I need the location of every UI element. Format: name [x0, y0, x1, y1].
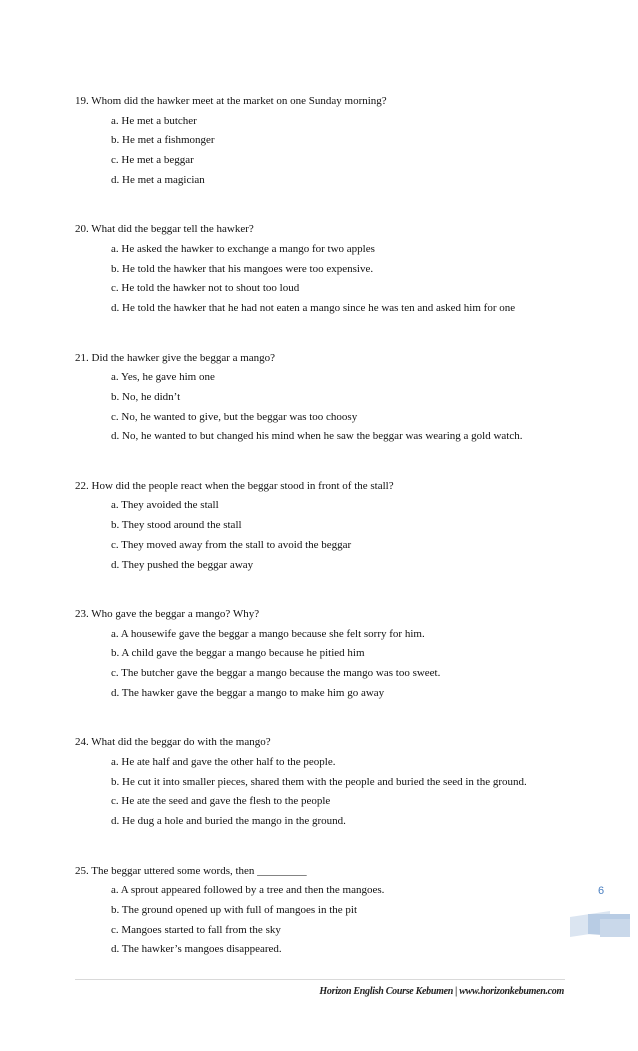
answer-option: a. They avoided the stall: [111, 499, 219, 512]
answer-option: d. He met a magician: [111, 173, 205, 186]
answer-option: b. No, he didn’t: [111, 390, 181, 403]
answer-option: c. Mangoes started to fall from the sky: [111, 923, 281, 936]
question-text: 24. What did the beggar do with the mango?: [75, 736, 271, 749]
answer-option: c. They moved away from the stall to avoid the beggar: [111, 538, 352, 551]
page-corner-tab-icon: [570, 911, 630, 937]
question-text: 22. How did the people react when the beggar stood in front of the stall?: [75, 479, 394, 492]
answer-option: d. The hawker’s mangoes disappeared.: [111, 943, 282, 956]
answer-option: a. He met a butcher: [111, 114, 197, 127]
answer-option: a. A sprout appeared followed by a tree and then the mangoes.: [111, 884, 385, 897]
question-text: 19. Whom did the hawker meet at the market on one Sunday morning?: [75, 95, 387, 107]
answer-option: a. A housewife gave the beggar a mango because she felt sorry for him.: [111, 627, 425, 640]
answer-option: c. He told the hawker not to shout too loud: [111, 282, 300, 295]
answer-option: c. He ate the seed and gave the flesh to the people: [111, 795, 331, 808]
question-text: 25. The beggar uttered some words, then _________: [75, 864, 307, 877]
question-item: [75, 222, 595, 315]
answer-option: c. He met a beggar: [111, 154, 194, 167]
answer-option: a. Yes, he gave him one: [111, 371, 215, 384]
question-item: [75, 735, 595, 828]
answer-option: b. He cut it into smaller pieces, shared them with the people and buried the seed in the ground.: [111, 775, 527, 788]
question-text: 21. Did the hawker give the beggar a mango?: [75, 351, 276, 364]
question-text: 20. What did the beggar tell the hawker?: [75, 223, 254, 236]
question-item: [75, 351, 595, 444]
answer-option: c. The butcher gave the beggar a mango because the mango was too sweet.: [111, 667, 441, 680]
answer-option: d. The hawker gave the beggar a mango to make him go away: [111, 686, 385, 699]
question-item: [75, 864, 595, 957]
answer-option: b. They stood around the stall: [111, 519, 242, 532]
answer-option: d. They pushed the beggar away: [111, 558, 254, 571]
answer-option: d. He dug a hole and buried the mango in the ground.: [111, 815, 346, 827]
answer-option: b. A child gave the beggar a mango because he pitied him: [111, 647, 365, 660]
question-item: [75, 607, 595, 700]
footer-divider: [75, 979, 565, 980]
footer-text: Horizon English Course Kebumen | www.horizonkebumen.com: [319, 986, 564, 997]
question-text: 23. Who gave the beggar a mango? Why?: [75, 608, 260, 620]
question-item: [75, 479, 595, 572]
answer-option: b. He told the hawker that his mangoes were too expensive.: [111, 262, 374, 275]
question-item: [75, 94, 595, 187]
question-list: [75, 94, 595, 992]
answer-option: d. No, he wanted to but changed his mind when he saw the beggar was wearing a gold watch.: [111, 430, 523, 443]
answer-option: a. He ate half and gave the other half to the people.: [111, 755, 336, 768]
answer-option: b. He met a fishmonger: [111, 134, 215, 147]
answer-option: a. He asked the hawker to exchange a mango for two apples: [111, 242, 375, 255]
page-number: 6: [598, 885, 605, 897]
answer-option: b. The ground opened up with full of mangoes in the pit: [111, 903, 358, 916]
answer-option: c. No, he wanted to give, but the beggar was too choosy: [111, 410, 358, 423]
answer-option: d. He told the hawker that he had not eaten a mango since he was ten and asked him for one: [111, 302, 516, 314]
